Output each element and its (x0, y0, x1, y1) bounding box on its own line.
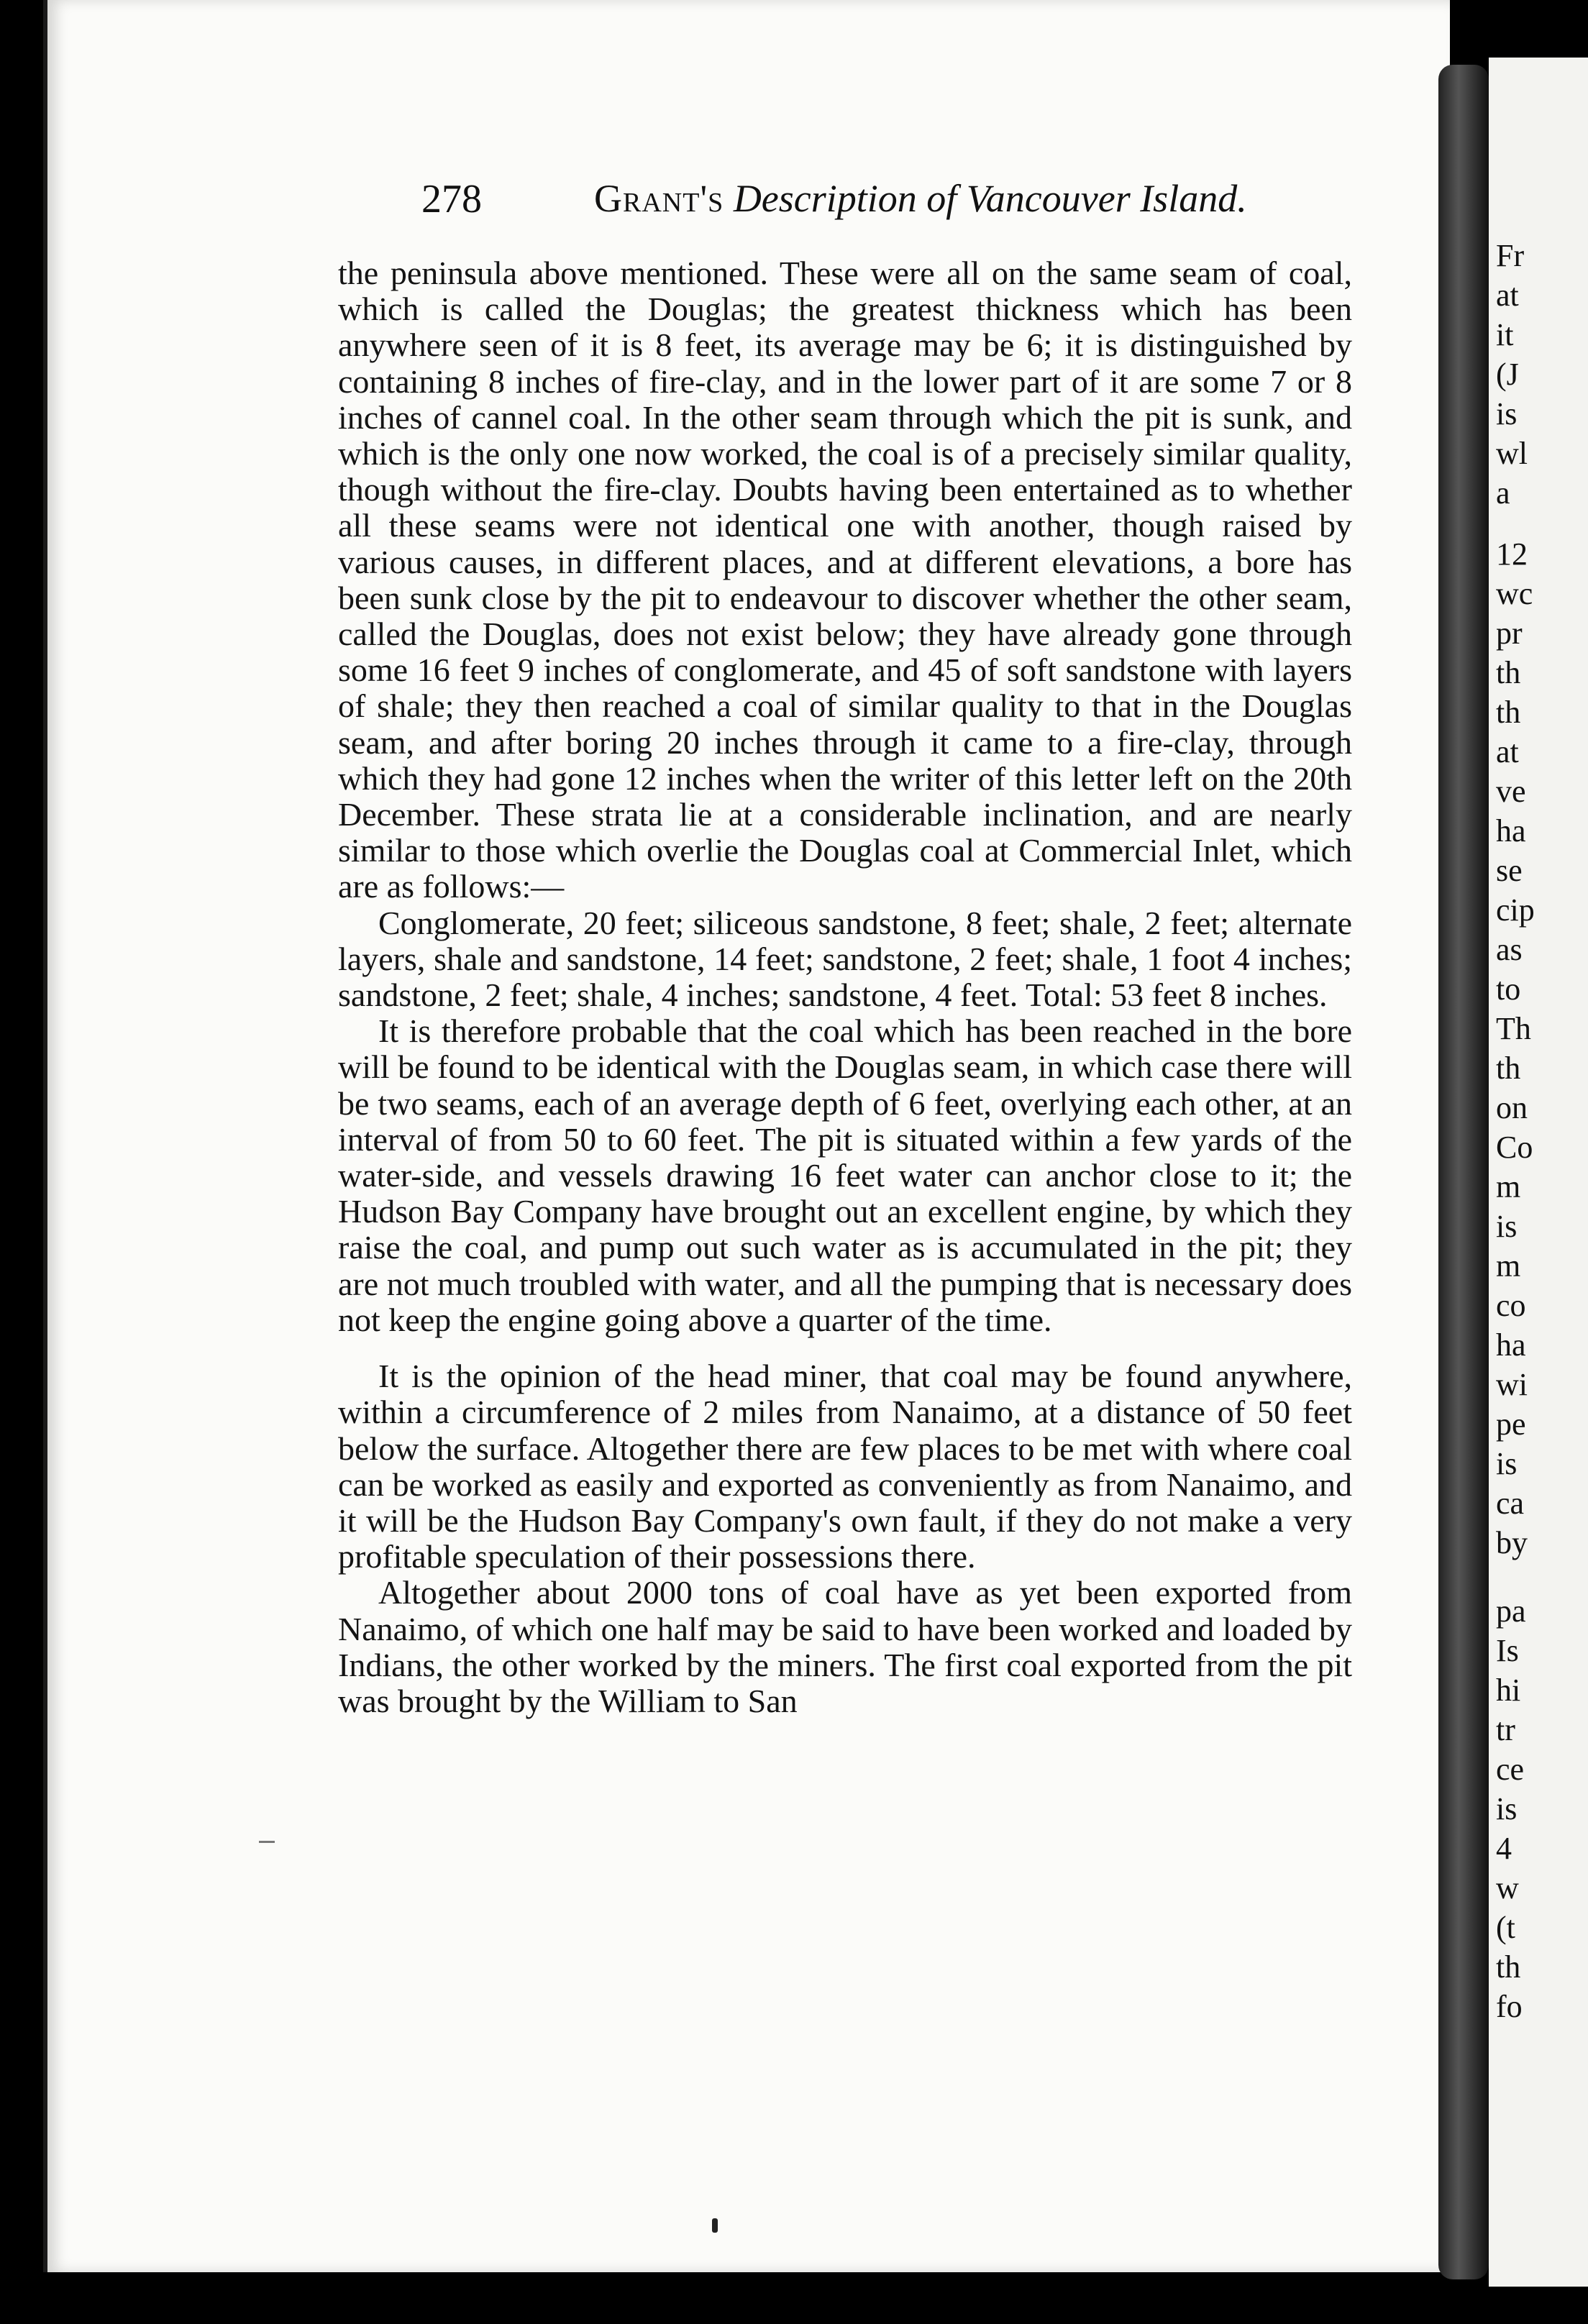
facing-page-fragment: as (1496, 932, 1523, 967)
running-head (594, 176, 1247, 221)
running-head-title: Description of Vancouver Island. (733, 177, 1247, 220)
facing-page-fragment: is (1496, 1446, 1518, 1481)
facing-page-fragment: ca (1496, 1486, 1525, 1521)
facing-page-fragment: on (1496, 1090, 1528, 1125)
facing-page-fragment: ve (1496, 774, 1526, 809)
facing-page-fragment: w (1496, 1870, 1519, 1906)
page-header (421, 176, 1320, 234)
facing-page-fragment: fo (1496, 1989, 1523, 2024)
facing-page-fragment: se (1496, 853, 1523, 888)
facing-page-fragment: co (1496, 1288, 1526, 1323)
facing-page-fragment: wl (1496, 436, 1528, 471)
facing-page-fragment: th (1496, 1051, 1521, 1086)
binding-mark (712, 2218, 718, 2233)
running-head-author: Grant's (594, 177, 724, 220)
facing-page-fragment: (J (1496, 357, 1519, 392)
facing-page-fragment: to (1496, 971, 1521, 1007)
facing-page-fragment: cip (1496, 892, 1535, 928)
facing-page-fragment: th (1496, 695, 1521, 730)
facing-page-fragment: m (1496, 1169, 1521, 1204)
paragraph-3: It is therefore probable that the coal which has been reached in the bore will be found to be identical with the Douglas seam, in which case there will be two seams, each of an average depth of 6 feet, overlying each other, at an interval of from 50 to 60 feet. The pit is situated within a few yards of the water-side, and vessels drawing 16 feet water can anchor close to it; the Hudson Bay Company have brought out an excellent engine, by which they raise the coal, and pump out such water as is accumulated in the pit; they are not much troubled with water, and all the pumping that is necessary does not keep the engine going above a quarter of the time. (338, 1012, 1352, 1338)
paragraph-1: the peninsula above mentioned. These were all on the same seam of coal, which is called the Douglas; the greatest thickness which has been anywhere seen of it is 8 feet, its average may be 6; it is distinguished by containing 8 inches of fire-clay, and in the lower part of it are some 7 or 8 inches of cannel coal. In the other seam through which the pit is sunk, and which is the only one now worked, the coal is of a precisely similar quality, though without the fire-clay. Doubts having been entertained as to whether all these seams were not identical one with another, though raised by various causes, in different places, and at different elevations, a bore has been sunk close by the pit to endeavour to discover whether the other seam, called the Douglas, does not exist below; they have already gone through some 16 feet 9 inches of conglomerate, and 45 of soft sandstone with layers of shale; they then reached a coal of similar quality to that in the Douglas seam, and after boring 20 inches through it came to a fire-clay, through which they had gone 12 inches when the writer of this letter left on the 20th December. These strata lie at a considerable inclination, and are nearly similar to those which overlie the Douglas coal at Commercial Inlet, which are as follows:— (338, 255, 1352, 905)
page-gutter-shadow (1438, 65, 1489, 2279)
facing-page-fragment: 12 (1496, 536, 1528, 572)
facing-page-fragment: a (1496, 475, 1510, 511)
facing-page-fragment: is (1496, 1791, 1518, 1826)
body-text (338, 255, 1352, 1719)
facing-page-fragment: it (1496, 317, 1514, 352)
facing-page-fragment: (t (1496, 1910, 1515, 1945)
paragraph-4: It is the opinion of the head miner, that coal may be found anywhere, within a circumference of 2 miles from Nanaimo, at a distance of 50 feet below the surface. Altogether there are few places to be met with where coal can be worked as easily and exported as conveniently as from Nanaimo, and it will be the Hudson Bay Company's own fault, if they do not make a very profitable speculation of their possessions there. (338, 1358, 1352, 1575)
facing-page-fragment: m (1496, 1248, 1521, 1284)
facing-page-fragment: at (1496, 278, 1519, 313)
facing-page-fragment: Th (1496, 1011, 1531, 1046)
facing-page-fragment: th (1496, 655, 1521, 690)
facing-page-fragment: by (1496, 1525, 1528, 1560)
margin-mark (259, 1841, 275, 1843)
facing-page-fragment: wc (1496, 576, 1533, 611)
facing-page-fragment: pr (1496, 616, 1523, 651)
paragraph-2: Conglomerate, 20 feet; siliceous sandstone, 8 feet; shale, 2 feet; alternate layers, shale and sandstone, 14 feet; sandstone, 2 feet; shale, 1 foot 4 inches; sandstone, 2 feet; shale, 4 inches; sandstone, 4 feet. Total: 53 feet 8 inches. (338, 904, 1352, 1014)
facing-page-fragment: pa (1496, 1593, 1526, 1629)
facing-page-edge (1489, 58, 1588, 2287)
facing-page-fragment: hi (1496, 1673, 1521, 1708)
paragraph-5: Altogether about 2000 tons of coal have as yet been exported from Nanaimo, of which one half may be said to have been worked and loaded by Indians, the other worked by the miners. The first coal exported from the pit was brought by the William to San (338, 1574, 1352, 1719)
facing-page-fragment: Is (1496, 1633, 1519, 1668)
facing-page-fragment: is (1496, 1209, 1518, 1244)
facing-page-fragment: wi (1496, 1367, 1528, 1402)
facing-page-fragment: pe (1496, 1406, 1526, 1442)
facing-page-fragment: ha (1496, 1327, 1526, 1363)
facing-page-fragment: at (1496, 734, 1519, 769)
facing-page-fragment: is (1496, 396, 1518, 431)
facing-page-fragment: Fr (1496, 238, 1525, 273)
facing-page-fragment: 4 (1496, 1831, 1512, 1866)
facing-page-fragment: Co (1496, 1130, 1533, 1165)
facing-page-fragment: ha (1496, 813, 1526, 848)
facing-page-fragment: th (1496, 1949, 1521, 1985)
facing-page-fragment: ce (1496, 1752, 1525, 1787)
facing-page-fragment: tr (1496, 1712, 1515, 1747)
page-number: 278 (421, 177, 482, 221)
